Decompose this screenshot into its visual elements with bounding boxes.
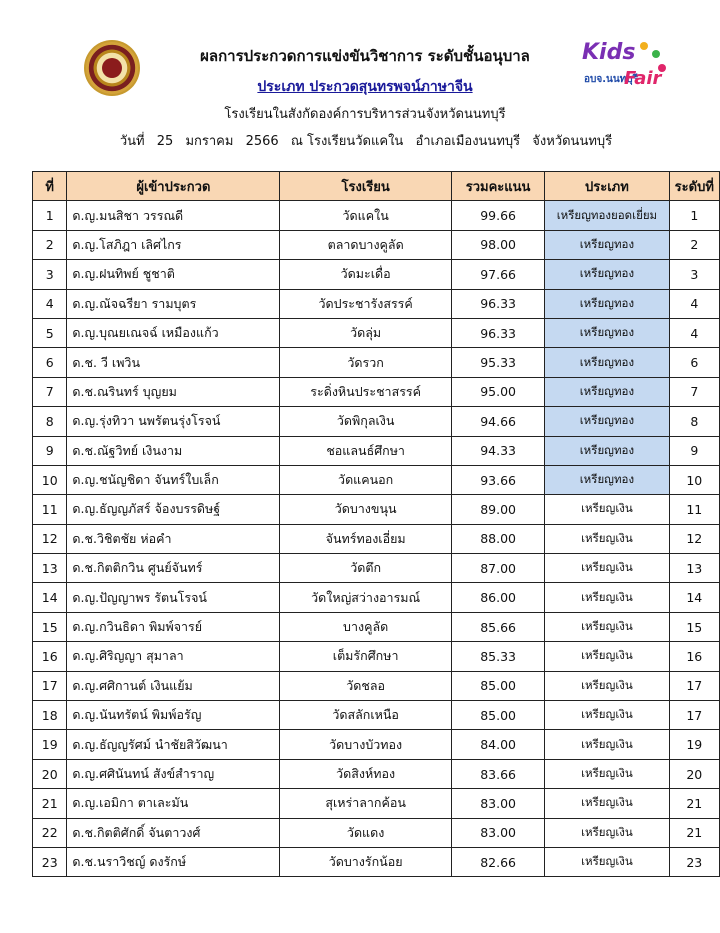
cell-rank: 23 bbox=[669, 847, 719, 876]
cell-score: 86.00 bbox=[451, 583, 544, 612]
cell-contestant: ด.ช.นราวิชญ์ ดงรักษ์ bbox=[67, 847, 280, 876]
cell-score: 85.66 bbox=[451, 612, 544, 641]
cell-rank: 4 bbox=[669, 289, 719, 318]
cell-contestant: ด.ช.กิตติกวิน ศูนย์จันทร์ bbox=[67, 554, 280, 583]
table-row bbox=[33, 407, 720, 436]
cell-award: เหรียญเงิน bbox=[545, 701, 669, 730]
cell-score: 96.33 bbox=[451, 318, 544, 347]
cell-contestant: ด.ญ.โสภิฎา เลิศไกร bbox=[67, 230, 280, 259]
cell-no: 17 bbox=[33, 671, 67, 700]
date-day: 25 bbox=[156, 134, 174, 149]
cell-score: 85.00 bbox=[451, 671, 544, 700]
cell-no: 12 bbox=[33, 524, 67, 553]
cell-score: 97.66 bbox=[451, 260, 544, 289]
kids-fair-logo-fair: Fair bbox=[624, 68, 662, 89]
table-row bbox=[33, 495, 720, 524]
district: อำเภอเมืองนนทบุรี bbox=[415, 134, 521, 149]
cell-score: 82.66 bbox=[451, 847, 544, 876]
cell-score: 87.00 bbox=[451, 554, 544, 583]
competition-category: ประเภท ประกวดสุนทรพจน์ภาษาจีน bbox=[257, 79, 473, 95]
column-header-award: ประเภท bbox=[545, 172, 669, 201]
cell-score: 98.00 bbox=[451, 230, 544, 259]
table-row bbox=[33, 377, 720, 406]
cell-no: 4 bbox=[33, 289, 67, 318]
cell-school: วัดแคใน bbox=[280, 201, 452, 230]
cell-rank: 19 bbox=[669, 730, 719, 759]
cell-contestant: ด.ญ.กวินธิดา พิมพ์จารย์ bbox=[67, 612, 280, 641]
cell-contestant: ด.ญ.บุณยเณจฉ์ เหมืองแก้ว bbox=[67, 318, 280, 347]
cell-no: 11 bbox=[33, 495, 67, 524]
cell-school: ตลาดบางคูลัด bbox=[280, 230, 452, 259]
cell-school: วัดบางบัวทอง bbox=[280, 730, 452, 759]
cell-award: เหรียญเงิน bbox=[545, 524, 669, 553]
cell-contestant: ด.ญ.เอมิกา ตาเละมัน bbox=[67, 789, 280, 818]
cell-school: วัดบางขนุน bbox=[280, 495, 452, 524]
cell-rank: 16 bbox=[669, 642, 719, 671]
cell-school: จันทร์ทองเอี่ยม bbox=[280, 524, 452, 553]
cell-rank: 20 bbox=[669, 759, 719, 788]
cell-contestant: ด.ช.กิตติศักดิ์ จันตาวงศ์ bbox=[67, 818, 280, 847]
cell-rank: 21 bbox=[669, 789, 719, 818]
date-venue-line bbox=[90, 130, 650, 151]
cell-rank: 4 bbox=[669, 318, 719, 347]
cell-award: เหรียญทอง bbox=[545, 318, 669, 347]
cell-school: สุเหร่าลากค้อน bbox=[280, 789, 452, 818]
cell-contestant: ด.ญ.นันทรัตน์ พิมพ์อรัญ bbox=[67, 701, 280, 730]
table-row bbox=[33, 436, 720, 465]
cell-award: เหรียญทอง bbox=[545, 230, 669, 259]
cell-award: เหรียญทอง bbox=[545, 289, 669, 318]
cell-no: 3 bbox=[33, 260, 67, 289]
results-table bbox=[32, 171, 720, 877]
cell-award: เหรียญเงิน bbox=[545, 495, 669, 524]
cell-score: 84.00 bbox=[451, 730, 544, 759]
cell-no: 13 bbox=[33, 554, 67, 583]
cell-no: 16 bbox=[33, 642, 67, 671]
table-row bbox=[33, 318, 720, 347]
cell-contestant: ด.ญ.รุ่งทิวา นพรัตนรุ่งโรจน์ bbox=[67, 407, 280, 436]
cell-no: 15 bbox=[33, 612, 67, 641]
table-row bbox=[33, 818, 720, 847]
cell-rank: 8 bbox=[669, 407, 719, 436]
cell-contestant: ด.ญ.ณัจฉรียา รามบุตร bbox=[67, 289, 280, 318]
cell-contestant: ด.ญ.ศศิกานต์ เงินแย้ม bbox=[67, 671, 280, 700]
table-row bbox=[33, 642, 720, 671]
cell-no: 20 bbox=[33, 759, 67, 788]
cell-score: 85.33 bbox=[451, 642, 544, 671]
cell-score: 95.00 bbox=[451, 377, 544, 406]
cell-award: เหรียญเงิน bbox=[545, 759, 669, 788]
cell-school: วัดใหญ่สว่างอารมณ์ bbox=[280, 583, 452, 612]
column-header-rank: ระดับที่ bbox=[669, 172, 719, 201]
cell-score: 83.00 bbox=[451, 789, 544, 818]
column-header-no: ที่ bbox=[33, 172, 67, 201]
cell-rank: 2 bbox=[669, 230, 719, 259]
date-prefix: วันที่ bbox=[119, 134, 145, 149]
cell-rank: 15 bbox=[669, 612, 719, 641]
organization-seal-logo bbox=[84, 40, 140, 96]
cell-award: เหรียญเงิน bbox=[545, 789, 669, 818]
cell-school: วัดสิงห์ทอง bbox=[280, 759, 452, 788]
cell-rank: 14 bbox=[669, 583, 719, 612]
cell-award: เหรียญทอง bbox=[545, 407, 669, 436]
kids-fair-logo-sub: อบจ.นนทบุรี bbox=[584, 74, 638, 85]
cell-rank: 9 bbox=[669, 436, 719, 465]
cell-score: 96.33 bbox=[451, 289, 544, 318]
cell-score: 89.00 bbox=[451, 495, 544, 524]
cell-no: 23 bbox=[33, 847, 67, 876]
cell-school: วัดลุ่ม bbox=[280, 318, 452, 347]
cell-rank: 17 bbox=[669, 671, 719, 700]
cell-contestant: ด.ญ.ปัญญาพร รัตนโรจน์ bbox=[67, 583, 280, 612]
cell-rank: 13 bbox=[669, 554, 719, 583]
cell-score: 94.33 bbox=[451, 436, 544, 465]
province: จังหวัดนนทบุรี bbox=[532, 134, 613, 149]
cell-score: 93.66 bbox=[451, 465, 544, 494]
cell-score: 83.66 bbox=[451, 759, 544, 788]
cell-no: 14 bbox=[33, 583, 67, 612]
cell-award: เหรียญทอง bbox=[545, 436, 669, 465]
cell-contestant: ด.ญ.ศิริญญา สุมาลา bbox=[67, 642, 280, 671]
cell-rank: 10 bbox=[669, 465, 719, 494]
cell-score: 85.00 bbox=[451, 701, 544, 730]
cell-school: วัดแคนอก bbox=[280, 465, 452, 494]
cell-rank: 17 bbox=[669, 701, 719, 730]
cell-contestant: ด.ญ.ฝนทิพย์ ชูชาติ bbox=[67, 260, 280, 289]
cell-no: 19 bbox=[33, 730, 67, 759]
table-row bbox=[33, 348, 720, 377]
column-header-score: รวมคะแนน bbox=[451, 172, 544, 201]
cell-school: วัดชลอ bbox=[280, 671, 452, 700]
cell-rank: 21 bbox=[669, 818, 719, 847]
venue: ณ โรงเรียนวัดแคใน bbox=[290, 134, 404, 149]
cell-contestant: ด.ญ.มนสิชา วรรณดี bbox=[67, 201, 280, 230]
cell-school: วัดมะเดื่อ bbox=[280, 260, 452, 289]
document-header bbox=[0, 0, 720, 170]
cell-rank: 1 bbox=[669, 201, 719, 230]
cell-school: ชอแลนธ์ศึกษา bbox=[280, 436, 452, 465]
kids-fair-logo-kids: Kids bbox=[582, 40, 636, 65]
cell-school: วัดตึก bbox=[280, 554, 452, 583]
organizer-line: โรงเรียนในสังกัดองค์การบริหารส่วนจังหวัดนนทบุรี bbox=[224, 107, 506, 122]
table-row bbox=[33, 847, 720, 876]
cell-award: เหรียญทอง bbox=[545, 260, 669, 289]
cell-score: 88.00 bbox=[451, 524, 544, 553]
cell-school: วัดรวก bbox=[280, 348, 452, 377]
cell-award: เหรียญทองยอดเยี่ยม bbox=[545, 201, 669, 230]
cell-school: วัดพิกุลเงิน bbox=[280, 407, 452, 436]
cell-award: เหรียญเงิน bbox=[545, 847, 669, 876]
cell-contestant: ด.ช.วิชิตชัย ห่อคำ bbox=[67, 524, 280, 553]
column-header-school: โรงเรียน bbox=[280, 172, 452, 201]
cell-school: บางคูลัด bbox=[280, 612, 452, 641]
table-row bbox=[33, 230, 720, 259]
cell-award: เหรียญเงิน bbox=[545, 818, 669, 847]
table-row bbox=[33, 201, 720, 230]
cell-score: 83.00 bbox=[451, 818, 544, 847]
cell-contestant: ด.ญ.ธัญญรัศม์ นำชัยสิวัฒนา bbox=[67, 730, 280, 759]
cell-no: 2 bbox=[33, 230, 67, 259]
cell-school: วัดประชารังสรรค์ bbox=[280, 289, 452, 318]
cell-award: เหรียญเงิน bbox=[545, 671, 669, 700]
cell-no: 10 bbox=[33, 465, 67, 494]
cell-school: ระดิ่งหินประชาสรรค์ bbox=[280, 377, 452, 406]
cell-school: วัดบางรักน้อย bbox=[280, 847, 452, 876]
cell-no: 1 bbox=[33, 201, 67, 230]
table-row bbox=[33, 671, 720, 700]
cell-no: 18 bbox=[33, 701, 67, 730]
cell-award: เหรียญทอง bbox=[545, 377, 669, 406]
cell-no: 22 bbox=[33, 818, 67, 847]
page-title: ผลการประกวดการแข่งขันวิชาการ ระดับชั้นอนุบาล bbox=[200, 47, 530, 65]
kids-fair-logo bbox=[578, 40, 668, 98]
table-row bbox=[33, 554, 720, 583]
cell-no: 8 bbox=[33, 407, 67, 436]
table-row bbox=[33, 260, 720, 289]
cell-rank: 6 bbox=[669, 348, 719, 377]
cell-rank: 3 bbox=[669, 260, 719, 289]
cell-award: เหรียญเงิน bbox=[545, 642, 669, 671]
cell-contestant: ด.ญ.ชนัญชิดา จันทร์ใบเล็ก bbox=[67, 465, 280, 494]
cell-school: วัดสลักเหนือ bbox=[280, 701, 452, 730]
cell-no: 6 bbox=[33, 348, 67, 377]
cell-no: 5 bbox=[33, 318, 67, 347]
cell-award: เหรียญทอง bbox=[545, 465, 669, 494]
cell-rank: 12 bbox=[669, 524, 719, 553]
cell-contestant: ด.ญ.ศศินันทน์ สังข์สำราญ bbox=[67, 759, 280, 788]
date-year: 2566 bbox=[245, 134, 279, 149]
cell-score: 99.66 bbox=[451, 201, 544, 230]
cell-award: เหรียญเงิน bbox=[545, 554, 669, 583]
cell-award: เหรียญเงิน bbox=[545, 583, 669, 612]
cell-award: เหรียญเงิน bbox=[545, 730, 669, 759]
cell-no: 7 bbox=[33, 377, 67, 406]
table-row bbox=[33, 759, 720, 788]
cell-award: เหรียญเงิน bbox=[545, 612, 669, 641]
cell-rank: 11 bbox=[669, 495, 719, 524]
table-row bbox=[33, 465, 720, 494]
table-row bbox=[33, 583, 720, 612]
cell-contestant: ด.ช. วี เพวิน bbox=[67, 348, 280, 377]
cell-no: 9 bbox=[33, 436, 67, 465]
cell-award: เหรียญทอง bbox=[545, 348, 669, 377]
table-row bbox=[33, 789, 720, 818]
table-header-row bbox=[33, 172, 720, 201]
cell-school: วัดแดง bbox=[280, 818, 452, 847]
table-row bbox=[33, 701, 720, 730]
cell-contestant: ด.ช.ณรินทร์ บุญยม bbox=[67, 377, 280, 406]
table-row bbox=[33, 730, 720, 759]
cell-contestant: ด.ญ.ธัญญภัสร์ จ้องบรรดิษฐ์ bbox=[67, 495, 280, 524]
cell-school: เต็มรักศึกษา bbox=[280, 642, 452, 671]
table-row bbox=[33, 612, 720, 641]
cell-score: 94.66 bbox=[451, 407, 544, 436]
date-month: มกราคม bbox=[185, 134, 234, 149]
cell-rank: 7 bbox=[669, 377, 719, 406]
cell-contestant: ด.ช.ณัฐวิทย์ เงินงาม bbox=[67, 436, 280, 465]
cell-no: 21 bbox=[33, 789, 67, 818]
table-row bbox=[33, 289, 720, 318]
table-row bbox=[33, 524, 720, 553]
cell-score: 95.33 bbox=[451, 348, 544, 377]
column-header-contestant: ผู้เข้าประกวด bbox=[67, 172, 280, 201]
